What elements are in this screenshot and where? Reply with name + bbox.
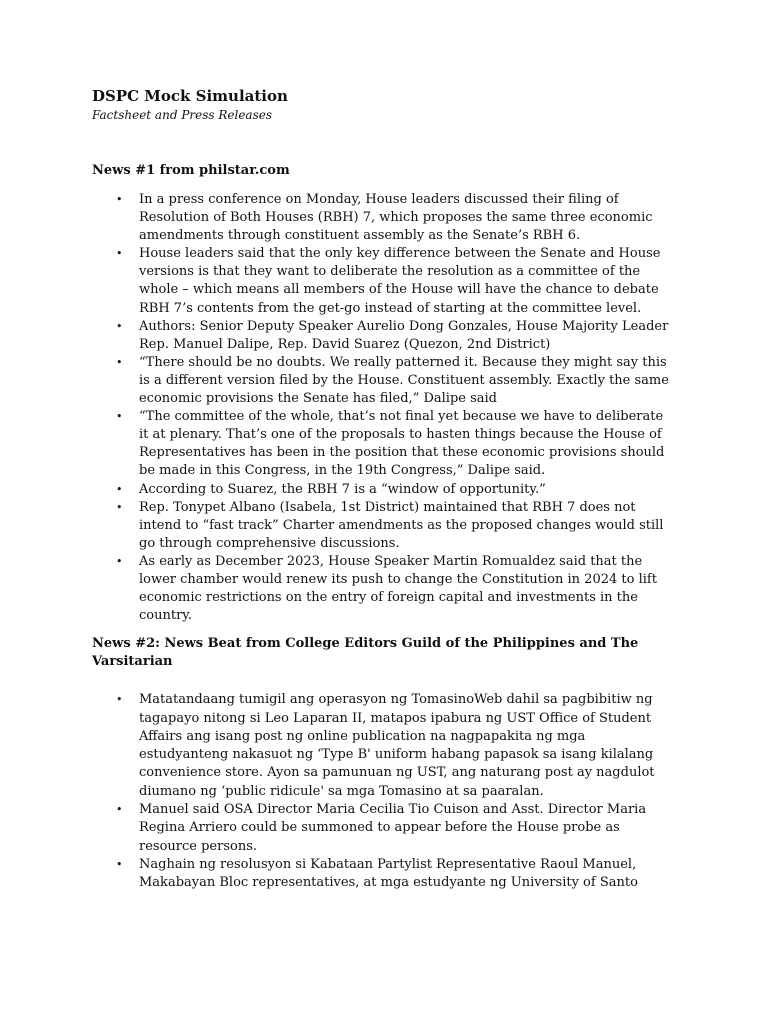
news2-heading: News #2: News Beat from College Editors Guild of the Philippines and The Varsitarian [92,636,639,670]
document-subtitle: Factsheet and Press Releases [92,108,273,122]
list-item [92,856,676,893]
bullet-icon: • [116,193,123,206]
list-item [92,245,676,317]
bullet-text: Authors: Senior Deputy Speaker Aurelio Dong Gonzales, House Majority Leader Rep. Manuel Dalipe, Rep. David Suarez (Quezon, 2nd District) [139,318,669,352]
list-item [92,408,676,480]
bullet-text: According to Suarez, the RBH 7 is a “window of opportunity.” [139,481,546,497]
list-item [92,481,676,499]
bullet-icon: • [116,803,123,817]
bullet-icon: • [116,482,123,496]
bullet-icon: • [116,857,123,871]
list-item [92,801,676,856]
bullet-icon: • [116,355,123,369]
bullet-text: In a press conference on Monday, House leaders discussed their filing of Resolution of Both Houses (RBH) 7, which proposes the same three economic amendments through constituent assembly as the Senate’s RBH 6. [139,192,653,244]
list-item [92,318,676,354]
news1-bullet-list [92,191,676,625]
bullet-text: Rep. Tonypet Albano (Isabela, 1st District) maintained that RBH 7 does not intend to “fast track” Charter amendments as the proposed changes would still go through comprehensive discussions. [139,499,664,551]
news1-heading: News #1 from philstar.com [92,163,290,178]
bullet-icon: • [116,693,123,707]
bullet-icon: • [116,554,123,568]
bullet-text: “There should be no doubts. We really patterned it. Because they might say this is a different version filed by the House. Constituent assembly. Exactly the same economic provisions the Senate has filed,” Dalipe said [139,354,669,407]
bullet-text: House leaders said that the only key difference between the Senate and House versions is that they want to deliberate the resolution as a committee of the whole – which means all members of the House will have the chance to debate RBH 7’s contents from the get-go instead of starting at the committee level. [139,246,661,316]
news2-bullet-list [92,691,676,892]
list-item [92,553,676,625]
list-item [92,691,676,801]
list-item [92,499,676,553]
bullet-icon: • [116,247,123,261]
list-item [92,191,676,245]
bullet-text: “The committee of the whole, that’s not final yet because we have to deliberate it at plenary. That’s one of the proposals to hasten things because the House of Representatives has been in the position that these economic provisions should be made in this Congress, in the 19th Congress,” Dalipe said. [139,409,665,479]
bullet-text: As early as December 2023, House Speaker Martin Romualdez said that the lower chamber would renew its push to change the Constitution in 2024 to lift economic restrictions on the entry of foreign capital and investments in the country. [139,553,657,624]
bullet-icon: • [116,500,123,514]
bullet-text: Matatandaang tumigil ang operasyon ng TomasinoWeb dahil sa pagbibitiw ng tagapayo nitong si Leo Laparan II, matapos ipabura ng UST Office of Student Affairs ang isang post ng online publication na nagpapakita ng mga estudyanteng nakasuot ng ‘Type B' uniform habang papasok sa isang kilalang convenience store. Ayon sa pamunuan ng UST, ang naturang post ay nagdulot diumano ng ‘public ridicule' sa mga Tomasino at sa paaralan. [139,692,655,799]
list-item [92,354,676,408]
bullet-text: Manuel said OSA Director Maria Cecilia Tio Cuison and Asst. Director Maria Regina Arriero could be summoned to appear before the House probe as resource persons. [139,802,647,854]
document-title: DSPC Mock Simulation [92,87,288,105]
bullet-text: Naghain ng resolusyon si Kabataan Partylist Representative Raoul Manuel, Makabayan Bloc representatives, at mga estudyante ng University of Santo [139,856,638,891]
bullet-icon: • [116,410,123,424]
bullet-icon: • [116,319,123,333]
